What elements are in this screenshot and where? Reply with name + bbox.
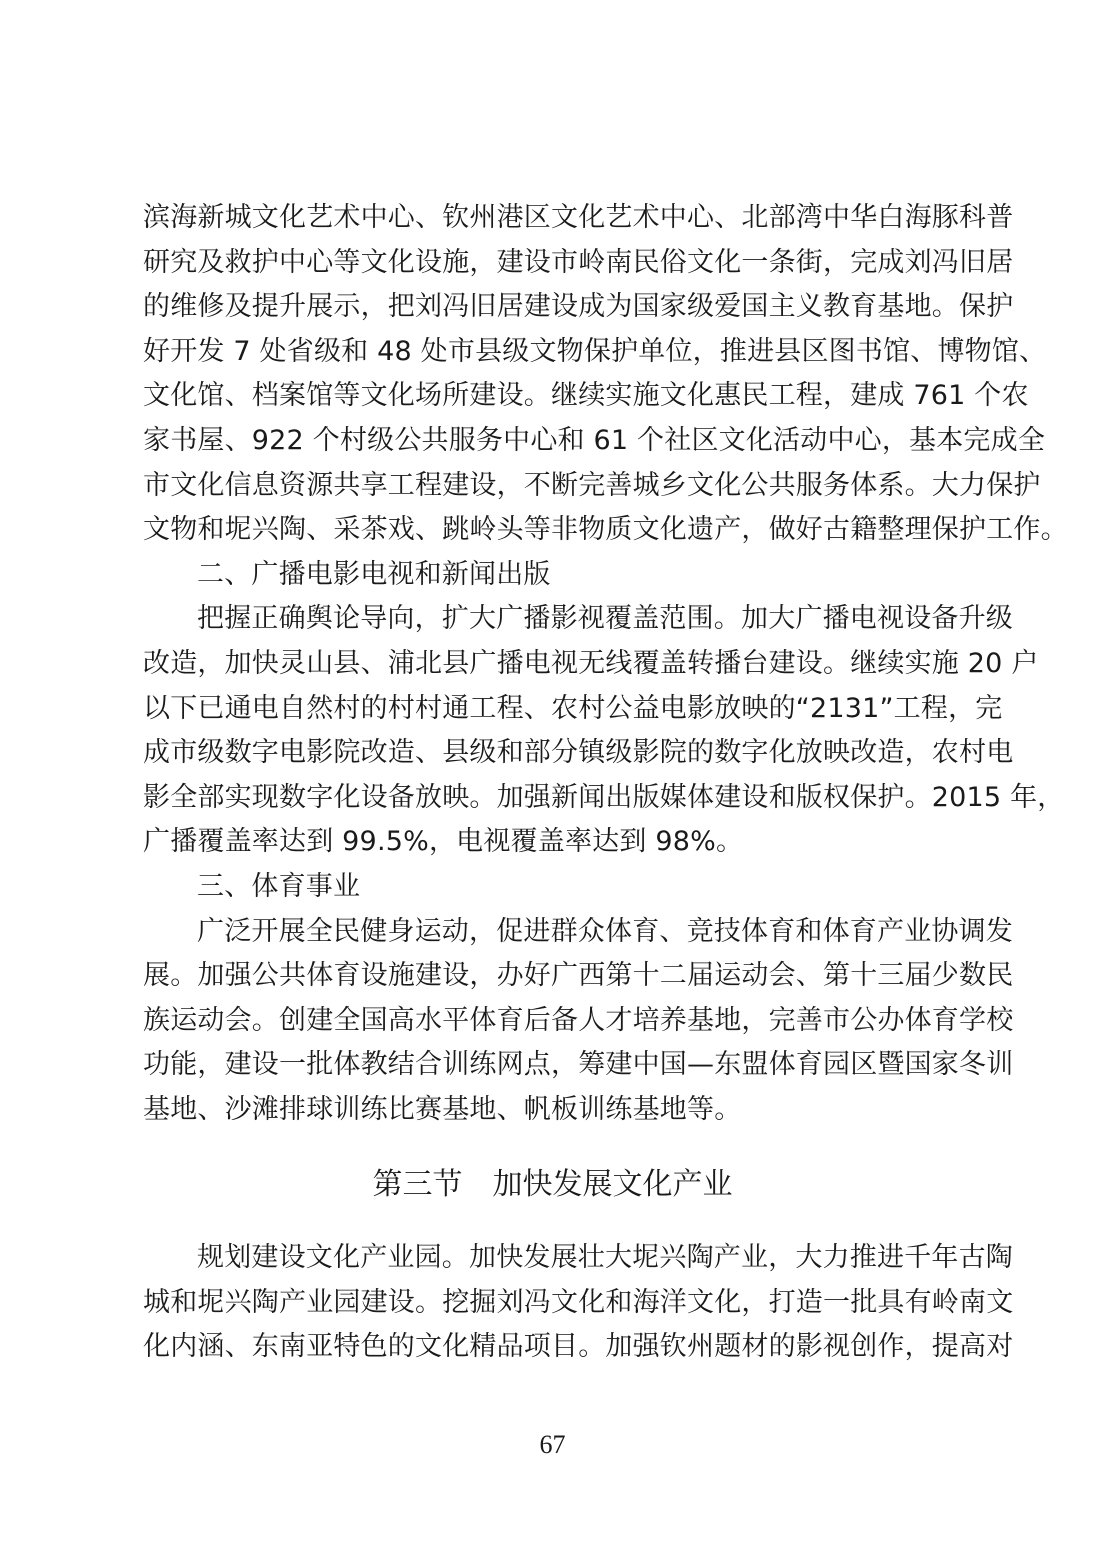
paragraph-line: 文物和坭兴陶、采茶戏、跳岭头等非物质文化遗产，做好古籍整理保护工作。 [143, 514, 1068, 546]
paragraph-line: 影全部实现数字化设备放映。加强新闻出版媒体建设和版权保护。2015 年， [143, 781, 1065, 813]
paragraph-line: 功能，建设一批体教结合训练网点，筹建中国—东盟体育园区暨国家冬训 [143, 1049, 1014, 1081]
page-number: 67 [539, 1430, 566, 1459]
paragraph-line: 研究及救护中心等文化设施，建设市岭南民俗文化一条街，完成刘冯旧居 [143, 246, 1014, 278]
paragraph-line: 把握正确舆论导向，扩大广播影视覆盖范围。加大广播电视设备升级 [197, 603, 1013, 635]
paragraph-line: 市文化信息资源共享工程建设，不断完善城乡文化公共服务体系。大力保护 [143, 469, 1041, 501]
paragraph-line: 基地、沙滩排球训练比赛基地、帆板训练基地等。 [143, 1093, 742, 1125]
main-text-column [143, 196, 1068, 1132]
paragraph-line: 滨海新城文化艺术中心、钦州港区文化艺术中心、北部湾中华白海豚科普 [143, 202, 1014, 233]
paragraph-line: 广播覆盖率达到 99.5%，电视覆盖率达到 98%。 [143, 826, 744, 858]
subheading-sports: 三、体育事业 [197, 870, 361, 902]
paragraph-line: 族运动会。创建全国高水平体育后备人才培养基地，完善市公办体育学校 [143, 1004, 1014, 1036]
paragraph-line: 文化馆、档案馆等文化场所建设。继续实施文化惠民工程，建成 761 个农 [143, 380, 1029, 412]
section-title: 第三节 加快发展文化产业 [372, 1167, 733, 1202]
subheading-broadcast: 二、广播电影电视和新闻出版 [197, 558, 551, 590]
paragraph-line: 家书屋、922 个村级公共服务中心和 61 个社区文化活动中心，基本完成全 [143, 424, 1046, 456]
paragraph-line: 好开发 7 处省级和 48 处市县级文物保护单位，推进县区图书馆、博物馆、 [143, 335, 1047, 367]
paragraph-line: 成市级数字电影院改造、县级和部分镇级影院的数字化放映改造，农村电 [143, 737, 1014, 769]
paragraph-line: 规划建设文化产业园。加快发展壮大坭兴陶产业，大力推进千年古陶 [197, 1242, 1013, 1273]
paragraph-line: 展。加强公共体育设施建设，办好广西第十二届运动会、第十三届少数民 [143, 960, 1014, 992]
paragraph-line: 以下已通电自然村的村村通工程、农村公益电影放映的“2131”工程，完 [143, 692, 1003, 724]
paragraph-line: 改造，加快灵山县、浦北县广播电视无线覆盖转播台建设。继续实施 20 户 [143, 647, 1039, 679]
paragraph-line: 广泛开展全民健身运动，促进群众体育、竞技体育和体育产业协调发 [197, 915, 1013, 947]
paragraph-line: 城和坭兴陶产业园建设。挖掘刘冯文化和海洋文化，打造一批具有岭南文 [143, 1286, 1014, 1318]
paragraph-line: 化内涵、东南亚特色的文化精品项目。加强钦州题材的影视创作，提高对 [143, 1331, 1014, 1363]
section-text-column [143, 1236, 1014, 1370]
paragraph-line: 的维修及提升展示，把刘冯旧居建设成为国家级爱国主义教育基地。保护 [143, 291, 1014, 323]
